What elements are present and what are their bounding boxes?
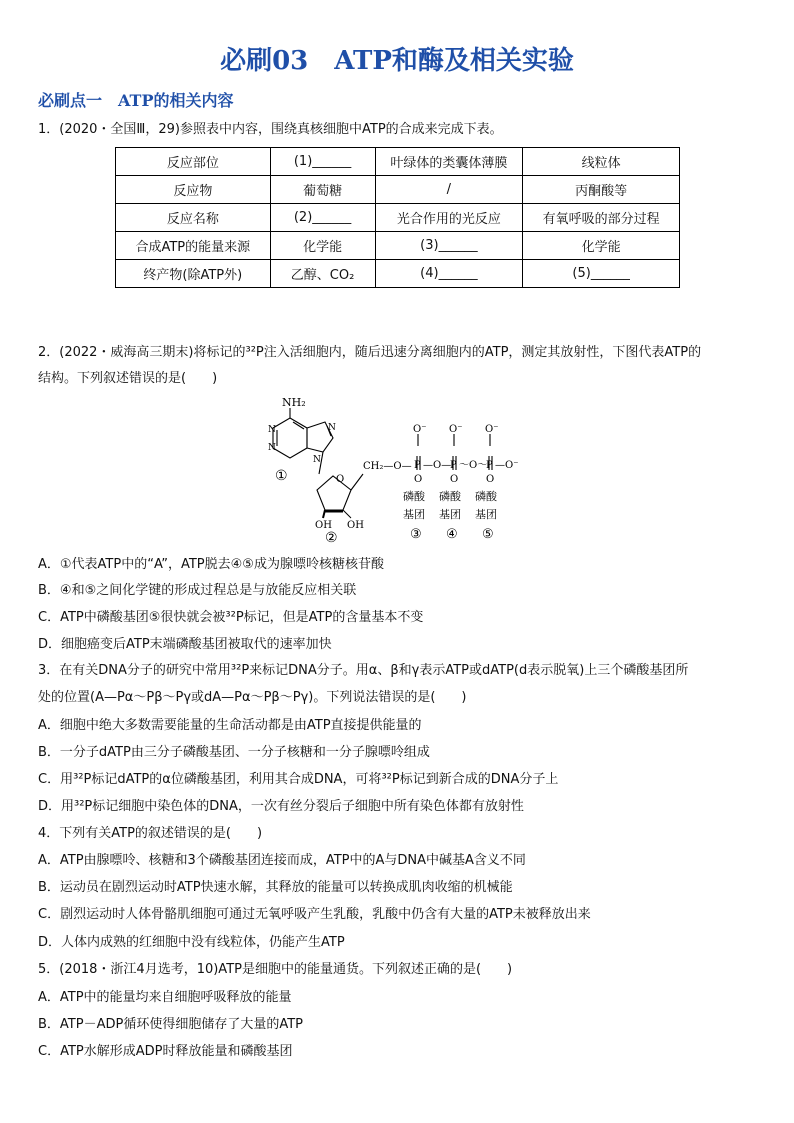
q4-option-a: A．ATP由腺嘌呤、核糖和3个磷酸基团连接而成，ATP中的A与DNA中碱基A含义不同 bbox=[38, 853, 526, 868]
table-cell: 丙酮酸等 bbox=[523, 176, 680, 204]
svg-text:～O～: ～O～ bbox=[459, 460, 488, 471]
svg-text:磷酸: 磷酸 bbox=[475, 490, 497, 503]
q1-table bbox=[115, 147, 680, 288]
q2-option-a: A．①代表ATP中的“A”，ATP脱去④⑤成为腺嘌呤核糖核苷酸 bbox=[38, 557, 384, 572]
svg-text:O: O bbox=[336, 474, 345, 485]
q2-stem-line1: 2．(2022・威海高三期末)将标记的³²P注入活细胞内，随后迅速分离细胞内的ATP，测定其放射性，下图代表ATP的 bbox=[38, 345, 702, 360]
q5-option-a: A．ATP中的能量均来自细胞呼吸释放的能量 bbox=[38, 990, 292, 1005]
label-5: ⑤ bbox=[482, 527, 494, 542]
svg-text:磷酸: 磷酸 bbox=[439, 490, 461, 503]
table-cell: (3)______ bbox=[375, 232, 523, 260]
nh2-label: NH₂ bbox=[282, 396, 306, 409]
svg-text:N: N bbox=[313, 455, 321, 465]
atp-structure-diagram bbox=[255, 390, 545, 545]
q4-option-c: C．剧烈运动时人体骨骼肌细胞可通过无氧呼吸产生乳酸，乳酸中仍含有大量的ATP未被释放出来 bbox=[38, 907, 591, 922]
table-cell: 反应部位 bbox=[116, 148, 271, 176]
q4-option-b: B．运动员在剧烈运动时ATP快速水解，其释放的能量可以转换成肌肉收缩的机械能 bbox=[38, 880, 513, 895]
label-1: ① bbox=[275, 468, 288, 484]
section-heading: 必刷点一 ATP的相关内容 bbox=[38, 91, 234, 110]
table-cell: 反应名称 bbox=[116, 204, 271, 232]
svg-text:N: N bbox=[268, 443, 276, 453]
svg-text:O: O bbox=[450, 474, 459, 485]
table-row bbox=[116, 204, 680, 232]
svg-text:OH: OH bbox=[347, 520, 364, 531]
q3-stem-line1: 3．在有关DNA分子的研究中常用³²P来标记DNA分子。用α、β和γ表示ATP或dATP(d表示脱氧)上三个磷酸基团所 bbox=[38, 663, 689, 678]
q2-stem-line2: 结构。下列叙述错误的是( ) bbox=[38, 371, 218, 386]
table-cell: 线粒体 bbox=[523, 148, 680, 176]
table-cell: 化学能 bbox=[523, 232, 680, 260]
pyrimidine-ring bbox=[273, 418, 307, 458]
svg-text:基团: 基团 bbox=[403, 508, 425, 521]
table-cell: 有氧呼吸的部分过程 bbox=[523, 204, 680, 232]
q3-option-d: D．用³²P标记细胞中染色体的DNA，一次有丝分裂后子细胞中所有染色体都有放射性 bbox=[38, 799, 524, 814]
q3-stem-line2: 处的位置(A—Pα～Pβ～Pγ或dA—Pα～Pβ～Pγ)。下列说法错误的是( ) bbox=[38, 690, 467, 705]
table-cell: (5)______ bbox=[523, 260, 680, 288]
table-cell: 葡萄糖 bbox=[270, 176, 375, 204]
table-cell: 光合作用的光反应 bbox=[375, 204, 523, 232]
table-cell: (2)______ bbox=[270, 204, 375, 232]
svg-text:O: O bbox=[414, 474, 423, 485]
q2-option-b: B．④和⑤之间化学键的形成过程总是与放能反应相关联 bbox=[38, 583, 357, 598]
q2-option-c: C．ATP中磷酸基团⑤很快就会被³²P标记，但是ATP的含量基本不变 bbox=[38, 610, 424, 625]
svg-text:P: P bbox=[486, 460, 493, 471]
q5-option-c: C．ATP水解形成ADP时释放能量和磷酸基团 bbox=[38, 1044, 293, 1059]
table-cell: (1)______ bbox=[270, 148, 375, 176]
q3-option-b: B．一分子dATP由三分子磷酸基团、一分子核糖和一分子腺嘌呤组成 bbox=[38, 745, 430, 760]
table-row bbox=[116, 176, 680, 204]
svg-text:基团: 基团 bbox=[475, 508, 497, 521]
svg-text:磷酸: 磷酸 bbox=[403, 490, 425, 503]
svg-text:O: O bbox=[486, 474, 495, 485]
q4-stem: 4．下列有关ATP的叙述错误的是( ) bbox=[38, 826, 263, 841]
label-4: ④ bbox=[446, 527, 458, 542]
svg-text:N: N bbox=[268, 425, 276, 435]
ch2o-label: CH₂—O— bbox=[363, 461, 412, 472]
svg-text:—O—: —O— bbox=[423, 460, 452, 471]
ribose-ring bbox=[317, 476, 351, 510]
table-row bbox=[116, 232, 680, 260]
q1-stem: 1．(2020・全国Ⅲ，29)参照表中内容，围绕真核细胞中ATP的合成来完成下表。 bbox=[38, 122, 503, 137]
table-cell: / bbox=[375, 176, 523, 204]
svg-text:—O⁻: —O⁻ bbox=[495, 460, 519, 471]
svg-text:P: P bbox=[450, 460, 457, 471]
svg-text:O⁻: O⁻ bbox=[413, 424, 427, 435]
svg-text:N: N bbox=[328, 423, 336, 433]
table-cell: 终产物(除ATP外) bbox=[116, 260, 271, 288]
svg-text:OH: OH bbox=[315, 520, 332, 531]
svg-text:O⁻: O⁻ bbox=[485, 424, 499, 435]
svg-text:O⁻: O⁻ bbox=[449, 424, 463, 435]
table-cell: 化学能 bbox=[270, 232, 375, 260]
label-3: ③ bbox=[410, 527, 422, 542]
svg-text:基团: 基团 bbox=[439, 508, 461, 521]
q3-option-a: A．细胞中绝大多数需要能量的生命活动都是由ATP直接提供能量的 bbox=[38, 718, 422, 733]
q3-option-c: C．用³²P标记dATP的α位磷酸基团，利用其合成DNA，可将³²P标记到新合成的DNA分子上 bbox=[38, 772, 559, 787]
table-cell: 合成ATP的能量来源 bbox=[116, 232, 271, 260]
q4-option-d: D．人体内成熟的红细胞中没有线粒体，仍能产生ATP bbox=[38, 935, 345, 950]
table-cell: 叶绿体的类囊体薄膜 bbox=[375, 148, 523, 176]
table-cell: 反应物 bbox=[116, 176, 271, 204]
q2-option-d: D．细胞癌变后ATP末端磷酸基团被取代的速率加快 bbox=[38, 637, 332, 652]
label-2: ② bbox=[325, 530, 338, 545]
table-row bbox=[116, 260, 680, 288]
table-cell: (4)______ bbox=[375, 260, 523, 288]
table-row bbox=[116, 148, 680, 176]
q5-stem: 5．(2018・浙江4月选考，10)ATP是细胞中的能量通货。下列叙述正确的是( ) bbox=[38, 962, 513, 977]
table-cell: 乙醇、CO₂ bbox=[270, 260, 375, 288]
q5-option-b: B．ATP－ADP循环使得细胞储存了大量的ATP bbox=[38, 1017, 303, 1032]
svg-text:P: P bbox=[414, 460, 421, 471]
page-title: 必刷03 ATP和酶及相关实验 bbox=[220, 46, 574, 76]
